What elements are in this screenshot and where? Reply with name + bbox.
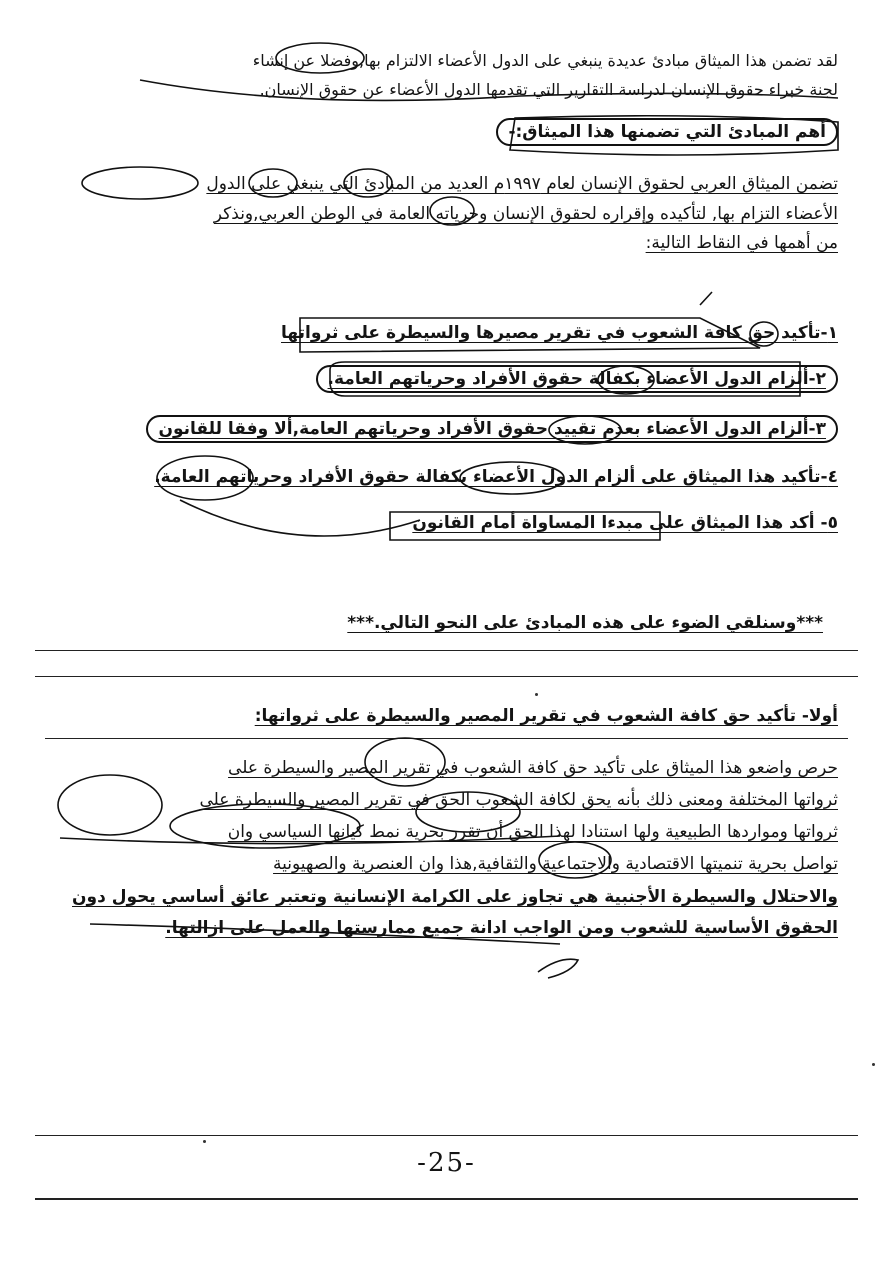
principle-item-2 [316,368,838,390]
annotation-scribble-end [538,959,578,978]
principle-item-5-text: ٥- أكد هذا الميثاق على مبدءا المساواة أمام القانون [412,513,838,533]
summary-line-2: الأعضاء التزام بها, لتأكيده وإقراره لحقوق الإنسان وحرياته العامة في الوطن العربي,ونذكر [213,204,838,224]
body-line-6: الحقوق الأساسية للشعوب ومن الواجب ادانة جميع ممارستها والعمل على ازالتها. [165,918,838,938]
summary-line-1: تضمن الميثاق العربي لحقوق الإنسان لعام ١٩٩٧م العديد من المبادئ التي ينبغي على الدول [206,174,838,194]
principle-item-3-text: ٣-ألزام الدول الأعضاء بعدم تقييد حقوق الأفراد وحرياتهم العامة,ألا وفقا للقانون [146,415,838,443]
annotation-swoosh-4 [180,500,420,536]
heading-underline-rule [45,738,848,739]
body-line-4: تواصل بحرية تنميتها الاقتصادية والاجتماعية والثقافية,هذا وان العنصرية والصهيونية [273,854,838,874]
principle-item-4: ٤-تأكيد هذا الميثاق على ألزام الدول الأعضاء بكفالة حقوق الأفراد وحرياتهم العامة. [154,467,838,487]
intro-line-2: لجنة خبراء حقوق الإنسان لدراسة التقارير التي تقدمها الدول الأعضاء عن حقوق الإنسان. [259,80,838,99]
section-heading-text: أهم المبادئ التي تضمنها هذا الميثاق:- [496,118,838,146]
page-number: -25- [417,1148,476,1178]
principle-item-2-text: ٢-ألزام الدول الأعضاء بكفالة حقوق الأفراد وحرياتهم العامة. [316,365,838,393]
body-line-5: والاحتلال والسيطرة الأجنبية هي تجاوز على الكرامة الإنسانية وتعتبر عائق أساسي يحول دون [72,887,838,907]
principle-item-1: ١-تأكيد حق كافة الشعوب في تقرير مصيرها والسيطرة على ثرواتها [281,323,838,343]
principle-item-5 [412,512,838,534]
footer-rule-top [35,1135,858,1136]
intro-line-1: لقد تضمن هذا الميثاق مبادئ عديدة ينبغي على الدول الأعضاء الالتزام بها,وفضلا عن إنشاء [252,51,838,70]
summary-line-3: من أهمها في النقاط التالية: [645,233,838,253]
body-line-3: ثرواتها ومواردها الطبيعية ولها استنادا لهذا الحق أن تقرر بحرية نمط كيانها السياسي وان [227,822,838,842]
annotation-check-mark [700,292,712,305]
first-section-heading: أولا- تأكيد حق كافة الشعوب في تقرير المصير والسيطرة على ثرواتها: [254,706,838,726]
divider-rule-2 [35,676,858,677]
transition-line: ***وسنلقي الضوء على هذه المبادئ على النحو التالي.*** [347,613,823,633]
scan-speck [872,1063,875,1066]
body-line-1: حرص واضعو هذا الميثاق على تأكيد حق كافة الشعوب في تقرير المصير والسيطرة على [228,758,838,778]
principle-item-3 [146,418,838,440]
footer-rule-bottom [35,1198,858,1200]
divider-rule-1 [35,650,858,651]
section-heading [496,121,838,143]
scan-speck [535,693,538,696]
body-line-2: ثرواتها المختلفة ومعنى ذلك بأنه يحق لكافة الشعوب الحق في تقرير المصير والسيطرة على [199,790,838,810]
scan-speck [203,1140,206,1143]
